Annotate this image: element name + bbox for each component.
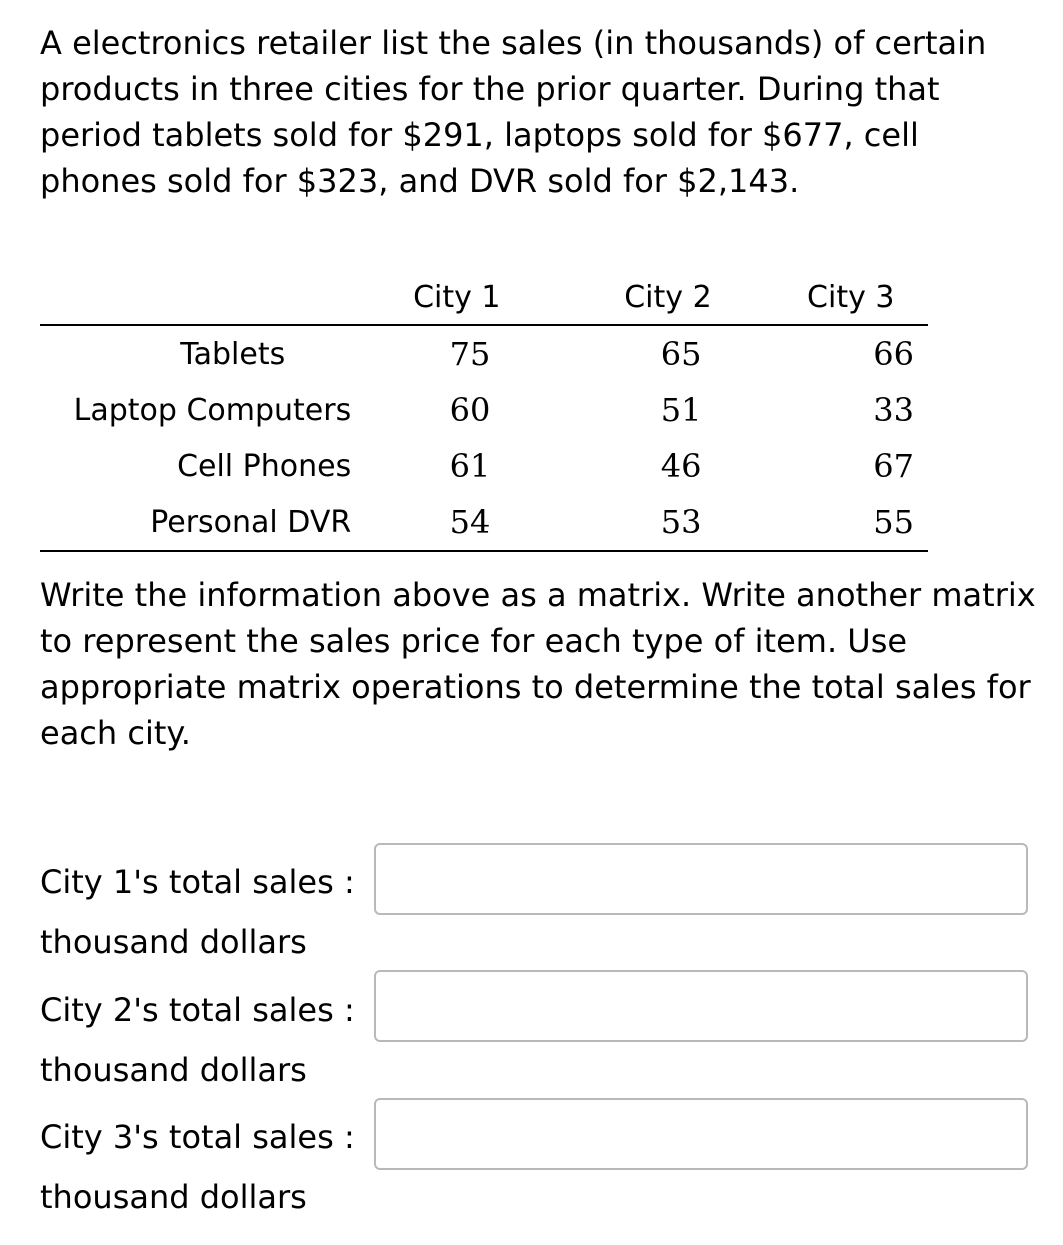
row-label-tablets: Tablets <box>180 336 286 372</box>
cell-value: 53 <box>562 494 773 551</box>
cell-value: 55 <box>774 494 928 551</box>
cell-value: 46 <box>660 447 702 485</box>
column-header-city-2: City 2 <box>562 270 773 325</box>
cell-value: 65 <box>660 335 702 373</box>
table-row <box>40 438 928 494</box>
city-1-unit-label: thousand dollars <box>40 923 307 961</box>
city-1-total-input[interactable] <box>374 843 1028 915</box>
sales-table <box>40 270 928 552</box>
table-row <box>40 325 928 382</box>
city-3-total-input[interactable] <box>374 1098 1028 1170</box>
city-2-unit-label: thousand dollars <box>40 1051 307 1089</box>
cell-value: 75 <box>449 335 491 373</box>
instructions-text: Write the information above as a matrix. Write another matrix to represent the sales price for each type of item. Use appropriate matrix operations to determine the total sales for each city. <box>40 576 1036 752</box>
city-1-total-label: City 1's total sales : <box>40 863 355 901</box>
cell-value: 61 <box>449 447 491 485</box>
table-corner <box>40 270 351 325</box>
column-header-city-3: City 3 <box>774 270 928 325</box>
cell-value: 51 <box>660 391 702 429</box>
problem-intro: A electronics retailer list the sales (in thousands) of certain products in three cities for the prior quarter. During that period tablets sold for $291, laptops sold for $677, cell phones sold for $323, and DVR sold for $2,143. <box>40 24 987 200</box>
city-3-total-label: City 3's total sales : <box>40 1118 355 1156</box>
city-2-total-input[interactable] <box>374 970 1028 1042</box>
city-3-unit-label: thousand dollars <box>40 1178 307 1216</box>
row-label-cell-phones: Cell Phones <box>177 448 352 484</box>
table-row <box>40 382 928 438</box>
column-header-city-1: City 1 <box>351 270 562 325</box>
cell-value: 67 <box>873 447 914 485</box>
cell-value: 33 <box>873 391 914 429</box>
cell-value: 54 <box>351 494 562 551</box>
cell-value: 60 <box>449 391 491 429</box>
row-label-laptop-computers: Laptop Computers <box>73 392 352 428</box>
table-header-row <box>40 270 928 325</box>
table-row <box>40 494 928 551</box>
city-2-total-label: City 2's total sales : <box>40 991 355 1029</box>
row-label-personal-dvr: Personal DVR <box>40 494 351 551</box>
cell-value: 66 <box>873 335 914 373</box>
